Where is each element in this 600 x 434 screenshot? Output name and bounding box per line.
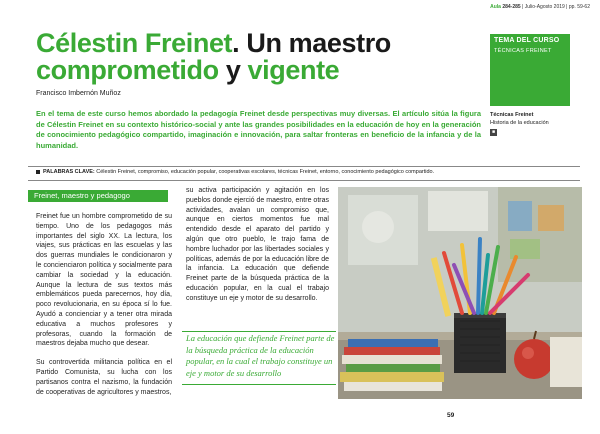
title-part-name: Célestin Freinet	[36, 28, 233, 58]
body-paragraph: Su controvertida militancia política en el Partido Comunista, su lucha con los partisanos contra el nazismo, la fundación de cooperativas de agricultores y maestros,	[36, 359, 172, 396]
journal-number: 284-285	[502, 4, 521, 10]
classroom-photo	[338, 187, 582, 399]
pull-quote-rule-bottom	[182, 384, 336, 385]
keywords-text: Célestin Freinet, compromiso, educación popular, cooperativas escolares, técnicas Freinet, entorno, conocimiento pedagógico compartido.	[96, 169, 435, 175]
article-title	[36, 30, 476, 84]
article-lead: En el tema de este curso hemos abordado la pedagogía Freinet desde perspectivas muy diversas. El artículo sitúa la figura de Célestin Freinet en su contexto histórico-social y ante las grandes posibilidades en la educación de hoy en la generación de conocimiento pedagógico compartido, imaginación e innovación, para saltar fronteras en beneficio de la infancia y de la humanidad.	[36, 109, 481, 150]
page-number: 59	[447, 412, 455, 419]
title-part-y: y	[218, 55, 248, 85]
title-part-comprometido: comprometido	[36, 55, 219, 85]
pull-quote-rule-top	[182, 331, 336, 332]
keywords-line	[36, 169, 581, 175]
body-paragraph: Freinet fue un hombre comprometido de su tiempo. Uno de los pedagogos más importantes del siglo XX. La lectura, los viajes, sus prácticas en las escuelas y las dos guerras mundiales le condicionaron y le concienciaron política y socialmente para cambiar la sociedad y la educación. Aunque la lectura de sus textos más emblemáticos pueda parecernos, hoy día, poco revolucionaria, en su época sí lo fue. Ayudó a concienciar y a tener otra mirada educativa a muchos profesores y profesoras, cuando la formación de maestros dejaba mucho que desear.	[36, 213, 172, 348]
body-column-2	[186, 186, 329, 304]
journal-name: Aula	[490, 4, 501, 10]
divider-bottom	[28, 180, 580, 181]
journal-reference	[490, 4, 590, 10]
course-topic-title: TEMA DEL CURSO	[494, 37, 560, 44]
keywords-label: PALABRAS CLAVE:	[43, 169, 95, 175]
divider-top	[28, 166, 580, 167]
classroom-photo-illustration	[338, 187, 582, 399]
title-part-maestro: . Un maestro	[232, 28, 391, 58]
keywords-marker-icon	[36, 170, 40, 174]
section-heading: Freinet, maestro y pedagogo	[28, 190, 168, 202]
course-topic-box	[490, 34, 570, 106]
title-part-vigente: vigente	[247, 55, 340, 85]
pull-quote: La educación que defiende Freinet parte de la búsqueda práctica de la educación popular, en la cual el trabajo constituye un eje y motor de su desarrollo	[186, 333, 335, 378]
journal-date-pages: | Julio-Agosto 2019 | pp. 59-62	[522, 4, 590, 10]
author-name: Francisco Imbernón Muñoz	[36, 90, 121, 97]
category-block	[490, 112, 580, 136]
body-paragraph: su activa participación y agitación en los pueblos donde ejerció de maestro, entre otras actividades, avalan un compromiso que, aunque en ciertos momentos fue mal entendido desde el aparato del partido y algún que otro pueblo, le trajo fama de hombre luchador por las libertades sociales y políticas, además de por la educación libre de la infancia. La educación que defiende Freinet parte de la búsqueda práctica de la educación popular, en la cual el trabajo constituye un eje y motor de su desarrollo.	[186, 187, 329, 302]
category-line: Historia de la educación	[490, 120, 549, 126]
course-topic-subtitle: TÉCNICAS FREINET	[494, 48, 552, 54]
body-column-1	[36, 212, 172, 397]
category-title: Técnicas Freinet	[490, 112, 534, 118]
category-square-icon: ■	[491, 129, 496, 135]
